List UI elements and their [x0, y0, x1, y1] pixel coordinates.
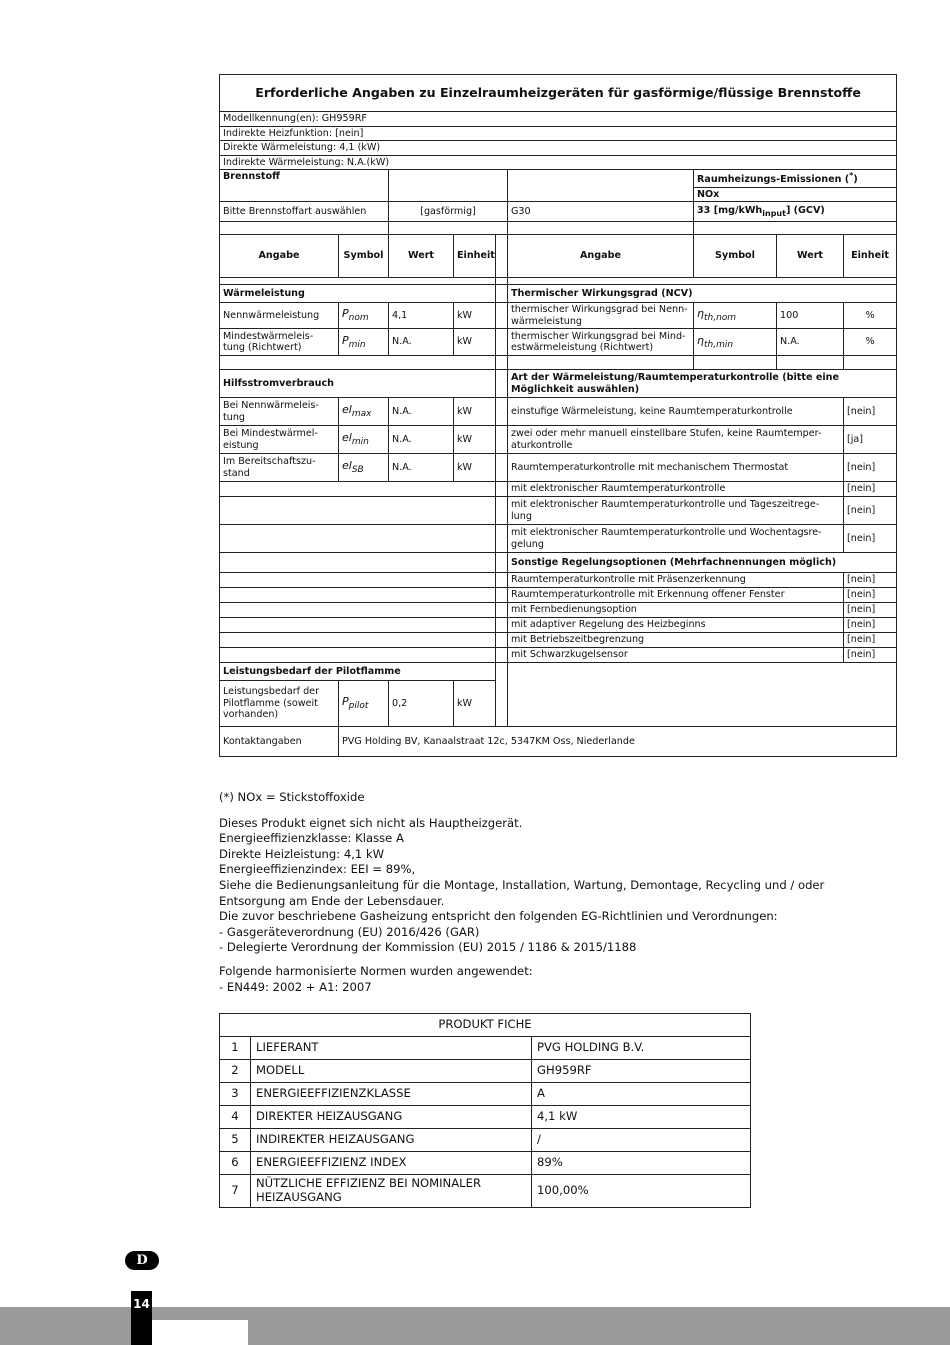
page-number: 14 [131, 1291, 152, 1345]
control-option-value: [nein] [844, 482, 897, 497]
elsb-symbol: $el_{SB}$ [339, 454, 389, 482]
fiche-num: 5 [220, 1129, 251, 1152]
col-symbol-right: Symbol [694, 235, 777, 278]
contact-value: PVG Holding BV, Kanaalstraat 12c, 5347KM Oss, Niederlande [339, 727, 897, 757]
fiche-value: A [532, 1083, 751, 1106]
fiche-value: GH959RF [532, 1060, 751, 1083]
table-row [220, 1060, 751, 1083]
section-hilfsstrom: Hilfsstromverbrauch [220, 370, 496, 398]
control-option-value: [ja] [844, 426, 897, 454]
eta-nom-value: 100 [777, 303, 844, 329]
control-option-value: [nein] [844, 454, 897, 482]
fiche-num: 1 [220, 1037, 251, 1060]
min-symbol: $P_{min}$ [339, 329, 389, 356]
elmin-value: N.A. [389, 426, 454, 454]
min-unit: kW [454, 329, 496, 356]
fiche-label: MODELL [251, 1060, 532, 1083]
eta-min-symbol: $\eta_{th,min}$ [694, 329, 777, 356]
table-row [220, 1175, 751, 1208]
other-option-value: [nein] [844, 618, 897, 633]
table-row [220, 1083, 751, 1106]
other-option: Raumtemperaturkontrolle mit Präsenzerkennung [508, 573, 844, 588]
other-option: mit Fernbedienungsoption [508, 603, 844, 618]
direct-output-line: Direkte Wärmeleistung: 4,1 (kW) [220, 141, 897, 156]
fiche-label: NÜTZLICHE EFFIZIENZ BEI NOMINALER HEIZAUSGANG [251, 1175, 532, 1208]
contact-label: Kontaktangaben [220, 727, 339, 757]
fiche-value: / [532, 1129, 751, 1152]
fiche-num: 3 [220, 1083, 251, 1106]
section-wirkungsgrad: Thermischer Wirkungsgrad (NCV) [508, 285, 897, 303]
eta-nom-symbol: $\eta_{th,nom}$ [694, 303, 777, 329]
eta-min-unit: % [844, 329, 897, 356]
other-option-value: [nein] [844, 633, 897, 648]
table-row [220, 1037, 751, 1060]
elmax-symbol: $el_{max}$ [339, 398, 389, 426]
norms-line: - EN449: 2002 + A1: 2007 [219, 979, 372, 994]
fiche-label: LIEFERANT [251, 1037, 532, 1060]
fuel-gas: G30 [508, 202, 694, 222]
fiche-num: 4 [220, 1106, 251, 1129]
col-wert-left: Wert [389, 235, 454, 278]
footnote: (*) NOx = Stickstoffoxide [219, 790, 365, 804]
elsb-label: Im Bereitschaftszu-stand [220, 454, 339, 482]
section-art: Art der Wärmeleistung/Raumtemperaturkontrolle (bitte eine Möglichkeit auswählen) [508, 370, 897, 398]
notes-section [219, 790, 919, 995]
nenn-symbol: $P_{nom}$ [339, 303, 389, 329]
other-option: mit adaptiver Regelung des Heizbeginns [508, 618, 844, 633]
fiche-label: ENERGIEEFFIZIENZ INDEX [251, 1152, 532, 1175]
min-value: N.A. [389, 329, 454, 356]
fiche-value: 100,00% [532, 1175, 751, 1208]
elmin-symbol: $el_{min}$ [339, 426, 389, 454]
norms-line: Folgende harmonisierte Normen wurden angewendet: [219, 963, 533, 978]
other-option-value: [nein] [844, 648, 897, 663]
elsb-unit: kW [454, 454, 496, 482]
table-row [220, 1152, 751, 1175]
control-option: Raumtemperaturkontrolle mit mechanischem Thermostat [508, 454, 844, 482]
ecodesign-info-table [219, 74, 897, 757]
col-einheit-left: Einheit [454, 235, 496, 278]
fuel-header: Brennstoff [220, 170, 389, 202]
control-option-value: [nein] [844, 497, 897, 525]
eta-nom-unit: % [844, 303, 897, 329]
other-option: Raumtemperaturkontrolle mit Erkennung offener Fenster [508, 588, 844, 603]
fiche-label: ENERGIEEFFIZIENZKLASSE [251, 1083, 532, 1106]
fiche-num: 6 [220, 1152, 251, 1175]
note-line: - Delegierte Verordnung der Kommission (EU) 2015 / 1186 & 2015/1188 [219, 940, 637, 955]
indirect-output-line: Indirekte Wärmeleistung: N.A.(kW) [220, 155, 897, 170]
elmax-unit: kW [454, 398, 496, 426]
pilot-unit: kW [454, 681, 496, 727]
elmin-unit: kW [454, 426, 496, 454]
col-angabe-right: Angabe [508, 235, 694, 278]
elsb-value: N.A. [389, 454, 454, 482]
control-option: mit elektronischer Raumtemperaturkontrolle und Tageszeitrege-lung [508, 497, 844, 525]
table-row [220, 1106, 751, 1129]
control-option: einstufige Wärmeleistung, keine Raumtemperaturkontrolle [508, 398, 844, 426]
note-line: Energieeffizienzindex: EEI = 89%, [219, 862, 416, 877]
pilot-symbol: $P_{pilot}$ [339, 681, 389, 727]
emissions-header: Raumheizungs-Emissionen (*) [694, 170, 897, 188]
control-option-value: [nein] [844, 398, 897, 426]
nenn-unit: kW [454, 303, 496, 329]
elmax-label: Bei Nennwärmeleis-tung [220, 398, 339, 426]
elmin-label: Bei Mindestwärmel-eistung [220, 426, 339, 454]
fuel-type: [gasförmig] [389, 202, 508, 222]
note-line: Siehe die Bedienungsanleitung für die Montage, Installation, Wartung, Demontage, Recycling und / oder Entsorgung am Ende der Lebensdauer. [219, 877, 825, 908]
indirect-function-line: Indirekte Heizfunktion: [nein] [220, 126, 897, 141]
eta-min-label: thermischer Wirkungsgrad bei Mind-estwärmeleistung (Richtwert) [508, 329, 694, 356]
nenn-label: Nennwärmeleistung [220, 303, 339, 329]
control-option: mit elektronischer Raumtemperaturkontrolle [508, 482, 844, 497]
note-line: Direkte Heizleistung: 4,1 kW [219, 846, 385, 861]
col-symbol-left: Symbol [339, 235, 389, 278]
language-badge: D [125, 1251, 159, 1270]
fiche-title: PRODUKT FICHE [220, 1014, 751, 1037]
nox-header: NOx [694, 187, 897, 202]
eta-min-value: N.A. [777, 329, 844, 356]
table-row [220, 1129, 751, 1152]
col-angabe-left: Angabe [220, 235, 339, 278]
min-label: Mindestwärmeleis-tung (Richtwert) [220, 329, 339, 356]
control-option-value: [nein] [844, 525, 897, 553]
section-pilot: Leistungsbedarf der Pilotflamme [220, 663, 496, 681]
fiche-label: INDIREKTER HEIZAUSGANG [251, 1129, 532, 1152]
table-title: Erforderliche Angaben zu Einzelraumheizgeräten für gasförmige/flüssige Brennstoffe [220, 75, 897, 112]
section-sonstige: Sonstige Regelungsoptionen (Mehrfachnennungen möglich) [508, 553, 897, 573]
fiche-num: 7 [220, 1175, 251, 1208]
model-line: Modellkennung(en): GH959RF [220, 112, 897, 127]
note-line: Dieses Produkt eignet sich nicht als Hauptheizgerät. [219, 815, 523, 830]
note-line: - Gasgeräteverordnung (EU) 2016/426 (GAR) [219, 924, 480, 939]
col-wert-right: Wert [777, 235, 844, 278]
fiche-num: 2 [220, 1060, 251, 1083]
other-option: mit Betriebszeitbegrenzung [508, 633, 844, 648]
fiche-value: 89% [532, 1152, 751, 1175]
fiche-value: PVG HOLDING B.V. [532, 1037, 751, 1060]
other-option-value: [nein] [844, 603, 897, 618]
fuel-select-label: Bitte Brennstoffart auswählen [220, 202, 389, 222]
note-line: Die zuvor beschriebene Gasheizung entspricht den folgenden EG-Richtlinien und Verordnungen: [219, 909, 778, 924]
note-line: Energieeffizienzklasse: Klasse A [219, 831, 404, 846]
section-waermeleistung: Wärmeleistung [220, 285, 496, 303]
other-option-value: [nein] [844, 588, 897, 603]
eta-nom-label: thermischer Wirkungsgrad bei Nenn-wärmeleistung [508, 303, 694, 329]
pilot-value: 0,2 [389, 681, 454, 727]
elmax-value: N.A. [389, 398, 454, 426]
fiche-label: DIREKTER HEIZAUSGANG [251, 1106, 532, 1129]
nenn-value: 4,1 [389, 303, 454, 329]
pilot-label: Leistungsbedarf der Pilotflamme (soweit vorhanden) [220, 681, 339, 727]
col-einheit-right: Einheit [844, 235, 897, 278]
control-option: mit elektronischer Raumtemperaturkontrolle und Wochentagsre-gelung [508, 525, 844, 553]
product-fiche-table [219, 1013, 751, 1208]
other-option-value: [nein] [844, 573, 897, 588]
control-option: zwei oder mehr manuell einstellbare Stufen, keine Raumtemper-aturkontrolle [508, 426, 844, 454]
footer-tab [152, 1320, 248, 1345]
fiche-value: 4,1 kW [532, 1106, 751, 1129]
emission-value: 33 [mg/kWh$_{input}$] (GCV) [694, 202, 897, 222]
other-option: mit Schwarzkugelsensor [508, 648, 844, 663]
